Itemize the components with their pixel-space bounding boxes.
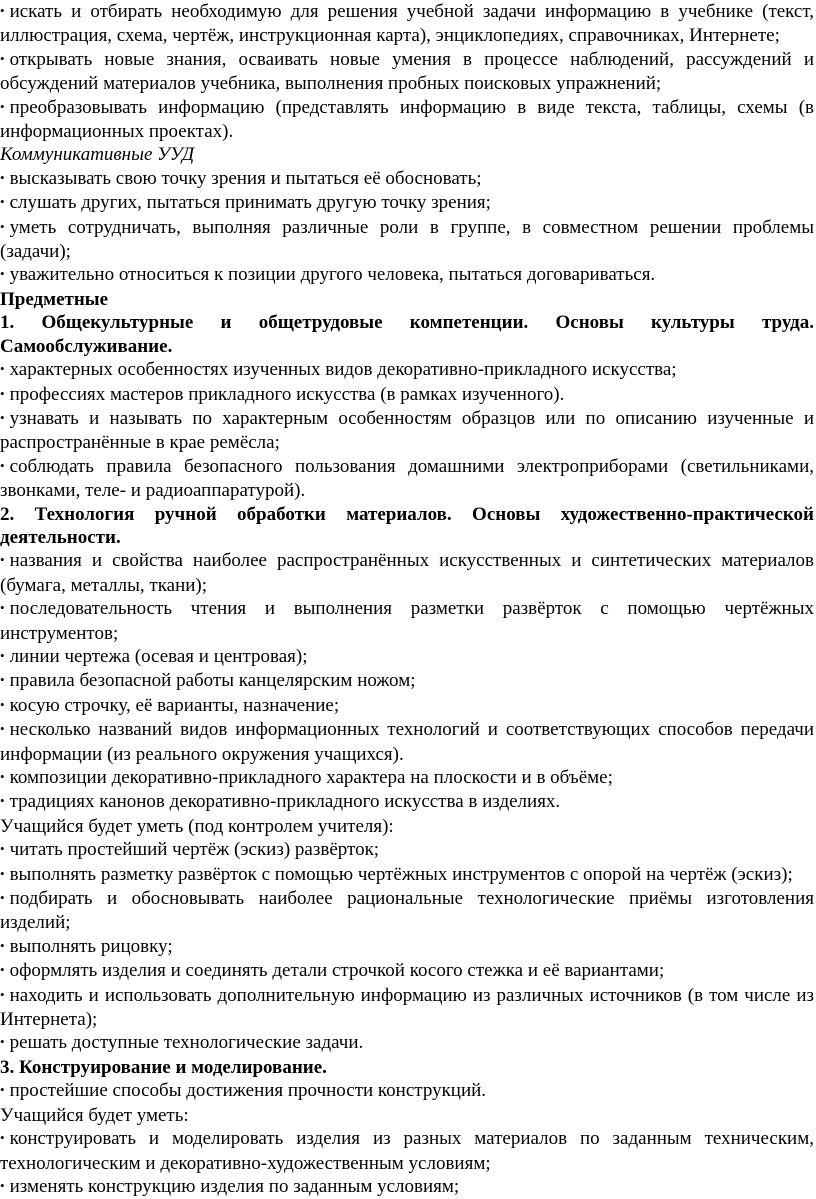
list-item: • названия и свойства наиболее распространённых искусственных и синтетических материалов (бумага, металлы, ткани); xyxy=(0,549,814,597)
list-item: • уважительно относиться к позиции другого человека, пытаться договариваться. xyxy=(0,263,814,287)
section-heading-communicative: Коммуникативные УУД xyxy=(0,144,195,166)
paragraph: Учащийся будет уметь (под контролем учителя): xyxy=(0,815,394,837)
section-heading-1: 1. Общекультурные и общетрудовые компетенции. Основы культуры труда. Самообслуживание. xyxy=(0,312,814,357)
list-item: • слушать других, пытаться принимать другую точку зрения; xyxy=(0,191,814,215)
list-item: • уметь сотрудничать, выполняя различные роли в группе, в совместном решении проблемы (задачи); xyxy=(0,216,814,264)
list-item: • профессиях мастеров прикладного искусства (в рамках изученного). xyxy=(0,383,814,407)
list-item: • линии чертежа (осевая и центровая); xyxy=(0,645,814,669)
list-item: • характерных особенностях изученных видов декоративно-прикладного искусства; xyxy=(0,358,814,382)
list-item: • изменять конструкцию изделия по заданным условиям; xyxy=(0,1175,814,1199)
list-item: • композиции декоративно-прикладного характера на плоскости и в объёме; xyxy=(0,766,814,790)
list-item: • конструировать и моделировать изделия из разных материалов по заданным техническим, технологическим и декоративно-художественным условиям; xyxy=(0,1127,814,1175)
list-item: • читать простейший чертёж (эскиз) развёрток; xyxy=(0,838,814,862)
list-item: • оформлять изделия и соединять детали строчкой косого стежка и её вариантами; xyxy=(0,959,814,983)
section-heading-2: 2. Технология ручной обработки материалов. Основы художественно-практической деятельности. xyxy=(0,503,814,548)
list-item: • искать и отбирать необходимую для решения учебной задачи информацию в учебнике (текст, иллюстрация, схема, чертёж, инструкционная карта), энциклопедиях, справочниках, Интернете; xyxy=(0,0,814,48)
list-item: • выполнять разметку развёрток с помощью чертёжных инструментов с опорой на чертёж (эскиз); xyxy=(0,863,814,887)
list-item: • узнавать и называть по характерным особенностям образцов или по описанию изученные и распространённые в крае ремёсла; xyxy=(0,407,814,455)
section-heading-subject: Предметные xyxy=(0,288,109,310)
list-item: • традициях канонов декоративно-прикладного искусства в изделиях. xyxy=(0,790,814,814)
list-item: • косую строчку, её варианты, назначение; xyxy=(0,694,814,718)
list-item: • преобразовывать информацию (представлять информацию в виде текста, таблицы, схемы (в информационных проектах). xyxy=(0,96,814,144)
paragraph: Учащийся будет уметь: xyxy=(0,1104,189,1126)
list-item: • несколько названий видов информационных технологий и соответствующих способов передачи информации (из реального окружения учащихся). xyxy=(0,718,814,766)
list-item: • подбирать и обосновывать наиболее рациональные технологические приёмы изготовления изделий; xyxy=(0,887,814,935)
list-item: • правила безопасной работы канцелярским ножом; xyxy=(0,669,814,693)
list-item: • решать доступные технологические задачи. xyxy=(0,1031,814,1055)
list-item: • простейшие способы достижения прочности конструкций. xyxy=(0,1079,814,1103)
list-item: • открывать новые знания, осваивать новые умения в процессе наблюдений, рассуждений и обсуждений материалов учебника, выполнения пробных поисковых упражнений; xyxy=(0,48,814,96)
list-item: • высказывать свою точку зрения и пытаться её обосновать; xyxy=(0,167,814,191)
list-item: • находить и использовать дополнительную информацию из различных источников (в том числе из Интернета); xyxy=(0,984,814,1032)
section-heading-3: 3. Конструирование и моделирование. xyxy=(0,1056,327,1078)
list-item: • соблюдать правила безопасного пользования домашними электроприборами (светильниками, звонками, теле- и радиоаппаратурой). xyxy=(0,455,814,503)
list-item: • последовательность чтения и выполнения разметки развёрток с помощью чертёжных инструментов; xyxy=(0,597,814,645)
list-item: • выполнять рицовку; xyxy=(0,935,814,959)
